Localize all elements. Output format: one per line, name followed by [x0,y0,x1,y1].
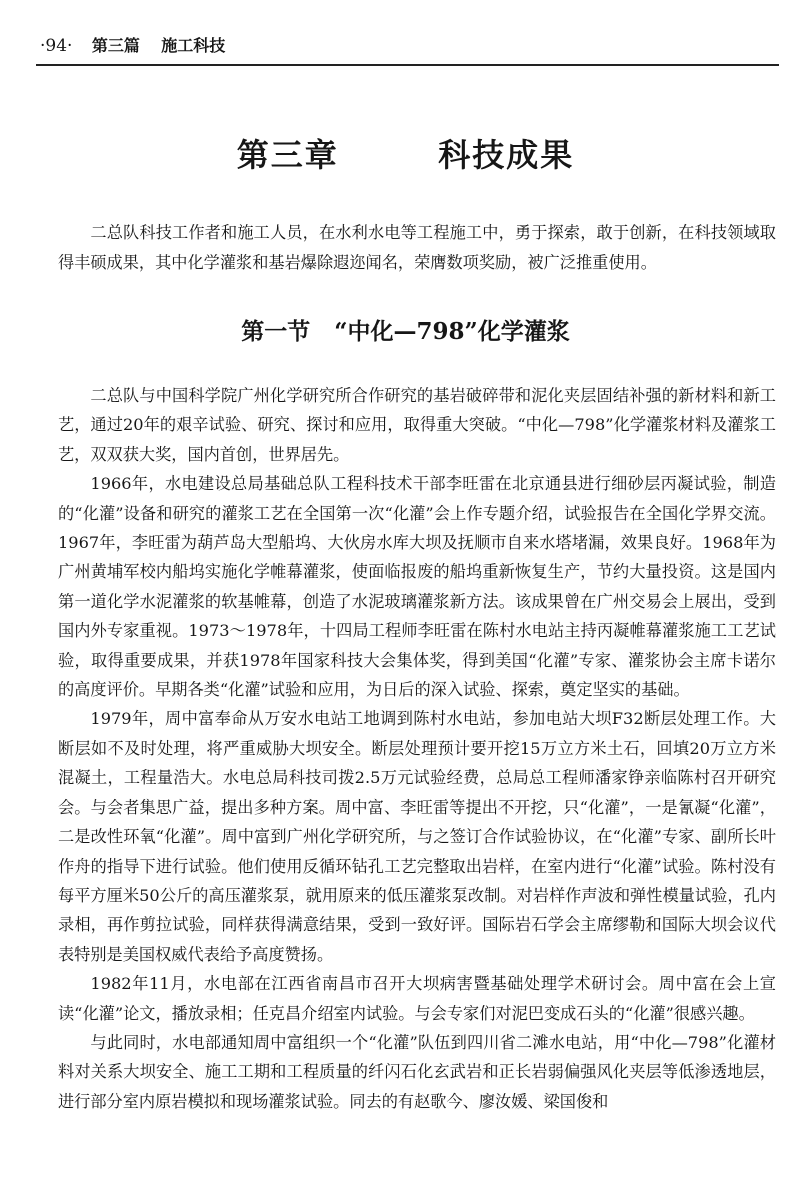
section-title: 第一节 “中化—798”化学灌浆 [241,318,570,345]
body-paragraph: 1979年，周中富奉命从万安水电站工地调到陈村水电站，参加电站大坝F32断层处理工作。大断层如不及时处理，将严重威胁大坝安全。断层处理预计要开挖15万立方米土石，回填20万立方米混凝土，工程量浩大。水电总局科技司拨2.5万元试验经费，总局总工程师潘家铮亲临陈村召开研究会。与会者集思广益，提出多种方案。周中富、李旺雷等提出不开挖，只“化灌”，一是氰凝“化灌”，二是改性环氧“化灌”。周中富到广州化学研究所，与之签订合作试验协议，在“化灌”专家、副所长叶作舟的指导下进行试验。他们使用反循环钻孔工艺完整取出岩样，在室内进行“化灌”试验。陈村没有每平方厘米50公斤的高压灌浆泵，就用原来的低压灌浆泵改制。对岩样作声波和弹性模量试验，孔内录相，再作剪拉试验，同样获得满意结果，受到一致好评。国际岩石学会主席缪勒和国际大坝会议代表特别是美国权威代表给予高度赞扬。 [58,709,776,964]
body-paragraph: 与此同时，水电部通知周中富组织一个“化灌”队伍到四川省二滩水电站，用“中化—798”化灌材料对关系大坝安全、施工工期和工程质量的纤闪石化玄武岩和正长岩弱偏强风化夹层等低渗透地层，进行部分室内原岩模拟和现场灌浆试验。同去的有赵歌今、廖汝媛、梁国俊和 [58,1032,776,1111]
chapter-intro: 二总队科技工作者和施工人员，在水利水电等工程施工中，勇于探索，敢于创新，在科技领域取得丰硕成果，其中化学灌浆和基岩爆除遐迩闻名，荣膺数项奖励，被广泛推重使用。 [58,223,776,272]
header-rule [36,64,779,66]
section-body [58,381,776,1116]
running-header [40,32,775,60]
body-paragraph: 1966年，水电建设总局基础总队工程科技术干部李旺雷在北京通县进行细砂层丙凝试验，制造的“化灌”设备和研究的灌浆工艺在全国第一次“化灌”会上作专题介绍，试验报告在全国化学界交流。1967年，李旺雷为葫芦岛大型船坞、大伙房水库大坝及抚顺市自来水塔堵漏，效果良好。1968年为广州黄埔军校内船坞实施化学帷幕灌浆，使面临报废的船坞重新恢复生产，节约大量投资。这是国内第一道化学水泥灌浆的软基帷幕，创造了水泥玻璃灌浆新方法。该成果曾在广州交易会上展出，受到国内外专家重视。1973～1978年，十四局工程师李旺雷在陈村水电站主持丙凝帷幕灌浆施工工艺试验，取得重要成果，并获1978年国家科技大会集体奖，得到美国“化灌”专家、灌浆协会主席卡诺尔的高度评价。早期各类“化灌”试验和应用，为日后的深入试验、探索，奠定坚实的基础。 [58,474,776,700]
part-title: 第三篇 [91,36,140,55]
part-subtitle: 施工科技 [161,36,226,55]
page-number: ·94· [40,36,73,56]
body-paragraph: 二总队与中国科学院广州化学研究所合作研究的基岩破碎带和泥化夹层固结补强的新材料和新工艺，通过20年的艰辛试验、研究、探讨和应用，取得重大突破。“中化—798”化学灌浆材料及灌浆工艺，双双获大奖，国内首创，世界居先。 [58,386,776,464]
chapter-title: 第三章 科技成果 [236,136,575,174]
body-paragraph: 1982年11月，水电部在江西省南昌市召开大坝病害暨基础处理学术研讨会。周中富在会上宣读“化灌”论文，播放录相；任克昌介绍室内试验。与会专家们对泥巴变成石头的“化灌”很感兴趣。 [58,974,776,1023]
